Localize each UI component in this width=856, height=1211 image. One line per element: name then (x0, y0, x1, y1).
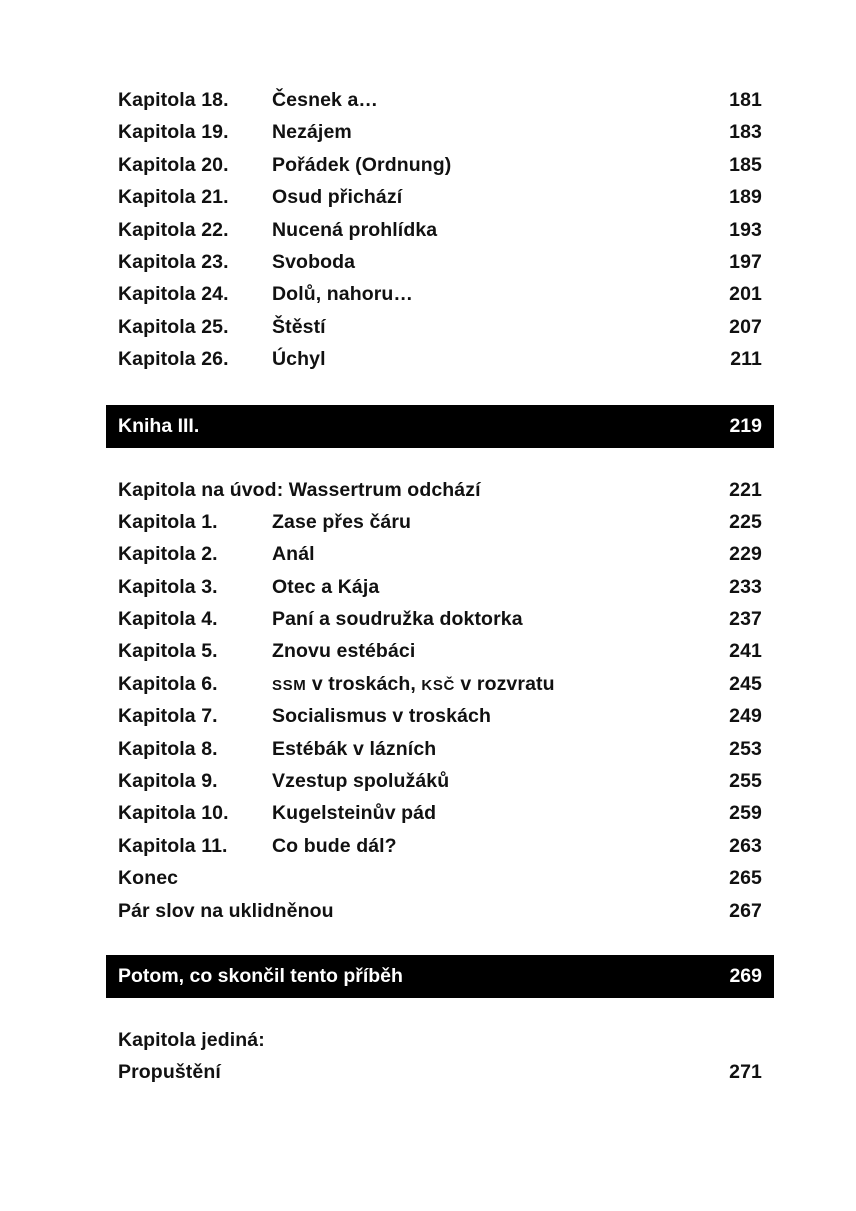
chapter-title: Kugelsteinův pád (272, 802, 437, 825)
page-number: 259 (729, 802, 762, 825)
chapter-title: Osud přichází (272, 186, 403, 209)
chapter-label: Kapitola 9. (118, 770, 218, 793)
toc-entry-epilogue-chapter-title[interactable] (106, 1056, 774, 1088)
chapter-label: Kapitola 3. (118, 575, 218, 598)
chapter-title: Socialismus v troskách (272, 705, 491, 728)
chapter-label: Kapitola 4. (118, 608, 218, 631)
chapter-title: Otec a Kája (272, 575, 380, 598)
chapter-title: Co bude dál? (272, 834, 397, 857)
chapter-label: Kapitola 2. (118, 543, 218, 566)
page-number: 267 (729, 899, 762, 922)
chapter-label: Kapitola 22. (118, 218, 229, 241)
abbrev-ssm: SSM (272, 676, 307, 694)
page-number: 241 (729, 640, 762, 663)
chapter-title: Úchyl (272, 348, 326, 371)
toc-entry[interactable] (106, 797, 774, 829)
page-number: 207 (729, 315, 762, 338)
chapter-label: Kapitola 24. (118, 283, 229, 306)
title-fragment: v troskách, (306, 672, 422, 695)
page-number: 221 (729, 478, 762, 501)
title-fragment: v rozvratu (454, 672, 555, 695)
chapter-label: Kapitola 6. (118, 672, 218, 695)
page-number: 185 (729, 153, 762, 176)
page-number: 253 (729, 737, 762, 760)
chapter-title: Znovu estébáci (272, 640, 416, 663)
page-number: 193 (729, 218, 762, 241)
page-number: 189 (729, 186, 762, 209)
table-of-contents (106, 84, 774, 1089)
page-number: 269 (729, 964, 762, 987)
book-heading[interactable] (106, 405, 774, 448)
chapter-title: Propuštění (118, 1061, 221, 1084)
toc-entry[interactable] (106, 668, 774, 700)
page-number: 237 (729, 608, 762, 631)
toc-entry-epilogue-chapter[interactable] (106, 1024, 774, 1056)
toc-entry[interactable] (106, 830, 774, 862)
toc-entry[interactable] (106, 765, 774, 797)
page-number: 219 (729, 414, 762, 437)
chapter-label: Pár slov na uklidněnou (118, 899, 334, 922)
toc-entry-intro[interactable] (106, 474, 774, 506)
page-number: 249 (729, 705, 762, 728)
chapter-title: Nucená prohlídka (272, 218, 438, 241)
page-number: 229 (729, 543, 762, 566)
toc-entry[interactable] (106, 538, 774, 570)
toc-entry[interactable] (106, 343, 774, 375)
chapter-label: Kapitola 19. (118, 121, 229, 144)
chapter-label: Kapitola 10. (118, 802, 229, 825)
chapter-label: Kapitola 23. (118, 250, 229, 273)
page-number: 211 (730, 348, 762, 371)
chapter-title (272, 668, 555, 702)
chapter-title: Anál (272, 543, 315, 566)
chapter-title: Vzestup spolužáků (272, 770, 450, 793)
toc-entry[interactable] (106, 733, 774, 765)
chapter-label: Konec (118, 867, 179, 890)
page-number: 271 (729, 1061, 762, 1084)
chapter-title: Česnek a… (272, 89, 379, 111)
abbrev-ksc: KSČ (421, 676, 455, 694)
chapter-label: Kapitola 26. (118, 348, 229, 371)
page-number: 225 (729, 510, 762, 533)
chapter-label: Kapitola jediná: (118, 1028, 265, 1051)
chapter-title: Zase přes čáru (272, 510, 412, 533)
toc-entry[interactable] (106, 278, 774, 310)
chapter-title: Pořádek (Ordnung) (272, 153, 452, 176)
toc-entry[interactable] (106, 149, 774, 181)
page-number: 201 (729, 283, 762, 306)
toc-entry-end[interactable] (106, 862, 774, 894)
toc-entry[interactable] (106, 84, 774, 116)
chapter-label: Kapitola 7. (118, 705, 218, 728)
page-number: 245 (729, 672, 762, 695)
chapter-title: Nezájem (272, 121, 352, 144)
toc-entry[interactable] (106, 214, 774, 246)
page-number: 263 (729, 834, 762, 857)
toc-entry[interactable] (106, 116, 774, 148)
chapter-label: Kapitola 18. (118, 89, 229, 111)
chapter-title: Paní a soudružka doktorka (272, 608, 523, 631)
chapter-title: Svoboda (272, 250, 356, 273)
toc-entry[interactable] (106, 603, 774, 635)
toc-entry[interactable] (106, 181, 774, 213)
toc-entry-afterword[interactable] (106, 895, 774, 927)
chapter-label: Kapitola na úvod: Wassertrum odchází (118, 478, 481, 501)
chapter-label: Kapitola 8. (118, 737, 218, 760)
chapter-label: Kapitola 21. (118, 186, 229, 209)
chapter-label: Kapitola 1. (118, 510, 218, 533)
chapter-label: Kapitola 25. (118, 315, 229, 338)
chapter-label: Kapitola 5. (118, 640, 218, 663)
book-title: Kniha III. (118, 414, 200, 437)
toc-entry[interactable] (106, 571, 774, 603)
toc-entry[interactable] (106, 311, 774, 343)
toc-entry[interactable] (106, 635, 774, 667)
epilogue-title: Potom, co skončil tento příběh (118, 964, 403, 987)
toc-entry[interactable] (106, 700, 774, 732)
page-number: 255 (729, 770, 762, 793)
chapter-title: Dolů, nahoru… (272, 283, 414, 306)
chapter-title: Štěstí (272, 315, 326, 338)
chapter-title: Estébák v lázních (272, 737, 437, 760)
page-number: 197 (729, 250, 762, 273)
epilogue-heading[interactable] (106, 955, 774, 998)
toc-entry[interactable] (106, 246, 774, 278)
chapter-label: Kapitola 11. (118, 834, 228, 857)
page-number: 183 (729, 121, 762, 144)
page-number: 265 (729, 867, 762, 890)
page-number: 233 (729, 575, 762, 598)
page-number: 181 (729, 89, 762, 111)
chapter-label: Kapitola 20. (118, 153, 229, 176)
toc-entry[interactable] (106, 506, 774, 538)
